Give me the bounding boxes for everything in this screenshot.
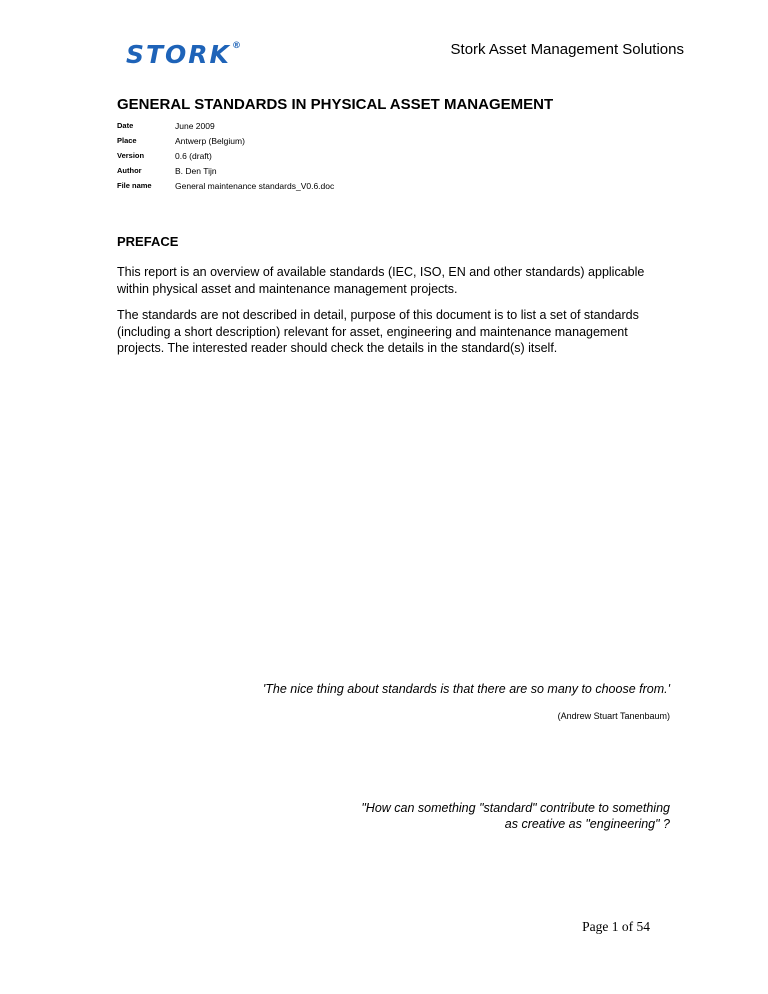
meta-row-file-name <box>117 178 334 193</box>
company-name: Stork Asset Management Solutions <box>450 41 684 58</box>
preface-heading: PREFACE <box>117 234 179 249</box>
meta-row-date <box>117 118 334 133</box>
logo-text: STORK <box>126 40 231 69</box>
quote-line: "How can something "standard" contribute to something <box>361 801 670 815</box>
quote-line: as creative as "engineering" ? <box>504 817 670 831</box>
meta-row-author <box>117 163 334 178</box>
meta-label: Date <box>117 121 134 130</box>
quote-attribution: (Andrew Stuart Tanenbaum) <box>557 711 670 721</box>
meta-label: Author <box>117 166 142 175</box>
engineering-quote <box>361 800 670 832</box>
preface-paragraph-1: This report is an overview of available standards (IEC, ISO, EN and other standards) applicable within physical asset and maintenance management projects. <box>117 265 645 296</box>
meta-value: B. Den Tijn <box>175 165 217 176</box>
meta-value: 0.6 (draft) <box>175 150 212 161</box>
document-meta-table <box>117 118 334 193</box>
tanenbaum-quote: 'The nice thing about standards is that there are so many to choose from.' <box>262 682 670 696</box>
meta-value: Antwerp (Belgium) <box>175 135 245 146</box>
preface-paragraph-2: The standards are not described in detail, purpose of this document is to list a set of standards (including a short description) relevant for asset, engineering and maintenance management projects. The interested reader should check the details in the standard(s) itself. <box>117 308 639 355</box>
registered-mark: ® <box>231 41 241 51</box>
meta-row-version <box>117 148 334 163</box>
meta-row-place <box>117 133 334 148</box>
document-title: GENERAL STANDARDS IN PHYSICAL ASSET MANAGEMENT <box>117 96 554 113</box>
meta-label: Version <box>117 151 145 160</box>
meta-value: June 2009 <box>175 120 215 131</box>
page-number: Page 1 of 54 <box>582 919 650 934</box>
meta-value: General maintenance standards_V0.6.doc <box>175 180 335 191</box>
meta-label: File name <box>117 181 152 190</box>
stork-logo <box>126 42 241 67</box>
meta-label: Place <box>117 136 137 145</box>
